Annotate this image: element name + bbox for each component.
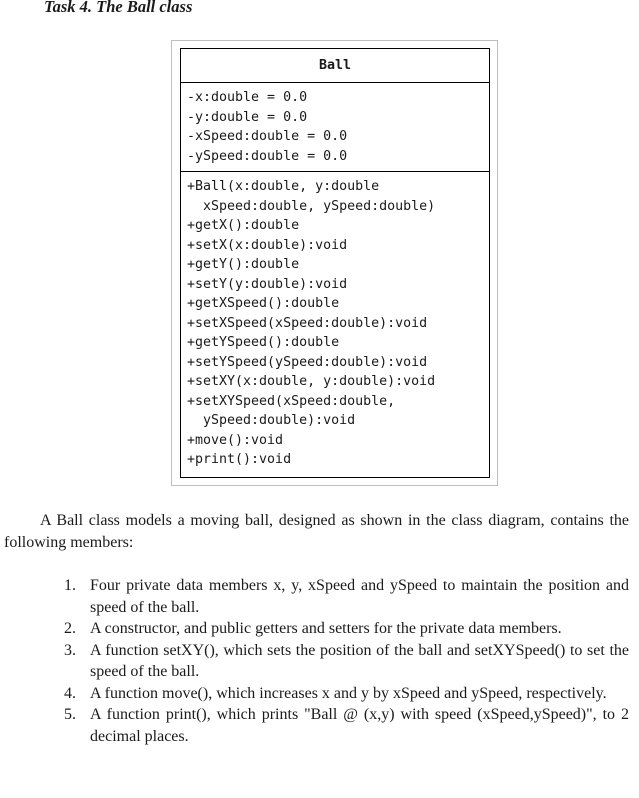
list-item-text: A function move(), which increases x and y by xSpeed and ySpeed, respectively. <box>90 684 607 702</box>
members-list <box>64 575 629 747</box>
uml-method: +setX(x:double):void <box>187 237 348 253</box>
uml-method: +setY(y:double):void <box>187 276 348 292</box>
list-item <box>64 575 629 618</box>
list-item-text: A constructor, and public getters and setters for the private data members. <box>90 620 562 637</box>
uml-method: +getX():double <box>187 218 300 233</box>
uml-method: +setYSpeed(ySpeed:double):void <box>187 354 428 370</box>
list-item <box>64 704 629 747</box>
uml-class-name: Ball <box>181 49 489 83</box>
uml-attribute: -x:double = 0.0 <box>187 90 308 105</box>
uml-methods-section <box>181 172 489 470</box>
uml-class-diagram <box>180 48 490 478</box>
uml-attribute: -ySpeed:double = 0.0 <box>187 148 348 164</box>
list-item <box>64 640 629 683</box>
uml-method: +setXYSpeed(xSpeed:double, <box>187 393 396 409</box>
uml-attributes-section <box>181 83 489 172</box>
uml-method: +getYSpeed():double <box>187 335 340 350</box>
list-item-text: A function print(), which prints "Ball @ (x,y) with speed (xSpeed,ySpeed)", to 2 decimal places. <box>90 706 629 745</box>
uml-method: +setXSpeed(xSpeed:double):void <box>187 315 428 331</box>
uml-method: +Ball(x:double, y:double <box>187 179 380 194</box>
list-number: 3. <box>64 641 76 659</box>
list-number: 2. <box>64 620 76 637</box>
list-number: 5. <box>64 706 76 723</box>
list-item <box>64 683 629 705</box>
uml-method: +setXY(x:double, y:double):void <box>187 374 436 389</box>
uml-attribute: -xSpeed:double = 0.0 <box>187 129 348 144</box>
list-number: 4. <box>64 684 76 702</box>
intro-paragraph: A Ball class models a moving ball, designed as shown in the class diagram, contains the following members: <box>4 512 629 551</box>
list-item-text: A function setXY(), which sets the position of the ball and setXYSpeed() to set the speed of the ball. <box>90 641 629 680</box>
uml-method: +print():void <box>187 452 292 467</box>
uml-method: +getXSpeed():double <box>187 296 340 311</box>
task-heading: Task 4. The Ball class <box>44 0 193 16</box>
uml-method: ySpeed:double):void <box>187 413 356 428</box>
uml-attribute: -y:double = 0.0 <box>187 109 308 125</box>
uml-method: +move():void <box>187 432 284 448</box>
list-number: 1. <box>64 577 76 594</box>
uml-method: xSpeed:double, ySpeed:double) <box>187 198 436 214</box>
list-item <box>64 618 629 640</box>
list-item-text: Four private data members x, y, xSpeed and ySpeed to maintain the position and speed of the ball. <box>90 577 629 616</box>
uml-method: +getY():double <box>187 257 300 272</box>
